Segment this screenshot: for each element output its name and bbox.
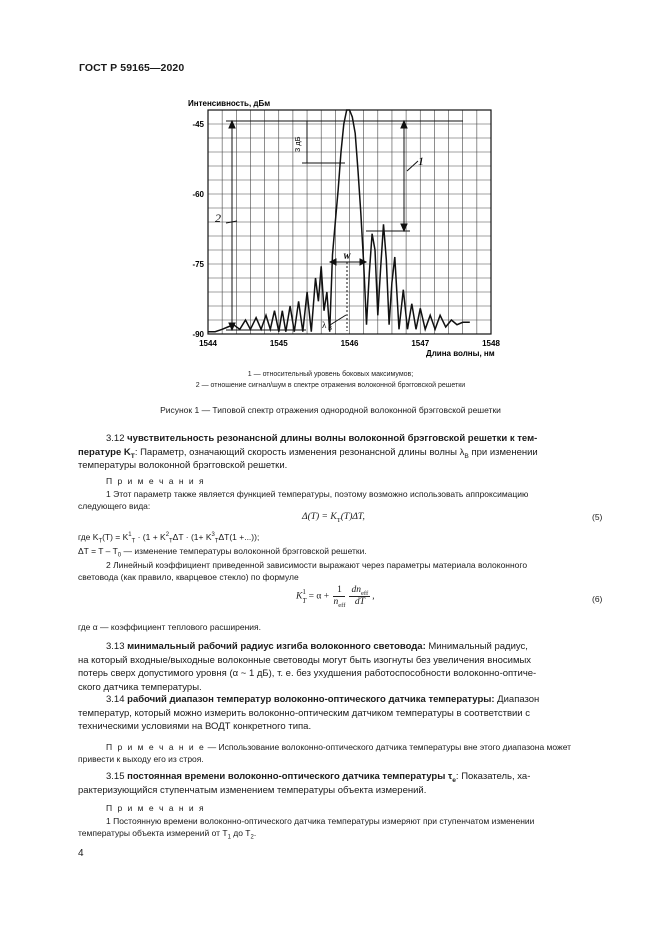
x-tick-label: 1546 bbox=[340, 339, 359, 348]
page-header: ГОСТ Р 59165—2020 bbox=[79, 62, 185, 74]
x-tick-label: 1545 bbox=[269, 339, 288, 348]
figure-legend-1: 1 — относительный уровень боковых максимумов; bbox=[247, 371, 414, 378]
section-3-12: 3.12 чувствительность резонансной длины волны волоконной брэгговской решетки к тем- пературе $K_T$: Параметр, означающий скорость изменения резонансной длины волны $\lambda_B$ при изменении температуры волоконной брэгговской решетки. bbox=[78, 433, 538, 471]
y-tick-label: -60 bbox=[192, 190, 204, 199]
chart-grid bbox=[208, 110, 491, 334]
note-3-14: П р и м е ч а н и е — Использование волоконно-оптического датчика температуры вне этого диапазона может привести к выходу его из строя. bbox=[78, 742, 572, 764]
where-alpha: где α — коэффициент теплового расширения. bbox=[78, 622, 262, 632]
y-tick-label: -75 bbox=[192, 260, 204, 269]
x-tick-label: 1544 bbox=[199, 339, 217, 348]
y-tick-label: -90 bbox=[192, 330, 204, 339]
annotation-w: W bbox=[343, 251, 351, 261]
section-3-13: 3.13 минимальный рабочий радиус изгиба волоконного световода: Минимальный радиус, на который входные/выходные волоконные световоды могут быть изогнуты без увеличения вносимых потерь сверх допустимого уровня (α ~ 1 дБ), т. е. без ухудшения работоспособности волоконно-оптиче- ского датчика температуры. bbox=[78, 641, 537, 693]
equation-5-number: (5) bbox=[592, 512, 603, 522]
notes-title-3-12: П р и м е ч а н и я bbox=[106, 476, 206, 486]
note-3-15-1: 1 Постоянную времени волоконно-оптического датчика температуры измеряют при ступенчатом изменении температуры объекта измерений от $T_1$ до $T_2$. bbox=[78, 816, 535, 841]
y-axis-label: Интенсивность, дБм bbox=[188, 99, 271, 108]
snr-arrow-top bbox=[229, 121, 235, 128]
x-axis-label: Длина волны, нм bbox=[426, 349, 495, 358]
notes-title-3-15: П р и м е ч а н и я bbox=[106, 803, 206, 813]
annotation-label-1: 1 bbox=[418, 154, 424, 168]
where-kt: где $K_T(T) = K^1_T \cdot (1 + K^2_T\Delta T \cdot (1+ K^3_T\Delta T(1$ +...)); bbox=[78, 532, 260, 545]
x-tick-label: 1547 bbox=[411, 339, 430, 348]
figure-caption: Рисунок 1 — Типовой спектр отражения однородной волоконной брэгговской решетки bbox=[160, 405, 501, 415]
page-number: 4 bbox=[78, 848, 84, 859]
annotation-lambda-sub: B bbox=[328, 326, 333, 332]
annotation-3db: 3 дБ bbox=[293, 136, 302, 152]
equation-6-number: (6) bbox=[592, 594, 603, 604]
equation-6: K 1 T = α + $\frac{1}{n_{eff}}$ $\frac{dn_{eff}}{dT}$ , bbox=[296, 585, 375, 609]
annotation-label-2: 2 bbox=[215, 211, 221, 225]
section-3-14: 3.14 рабочий диапазон температур волоконно-оптического датчика температуры: Диапазон температур, который можно измерить волоконно-оптическим датчиком температуры в соответствии с техническими условиями на ВОДТ конкретного типа. bbox=[78, 694, 540, 732]
figure-legend-2: 2 — отношение сигнал/шум в спектре отражения волоконной брэгговской решетки bbox=[195, 382, 466, 389]
note-3-12-1: 1 Этот параметр также является функцией температуры, поэтому возможно использовать аппроксимацию следующего вида: bbox=[78, 489, 529, 511]
spectrum-curve bbox=[208, 110, 470, 332]
y-tick-label: -45 bbox=[192, 120, 204, 129]
x-tick-label: 1548 bbox=[482, 339, 500, 348]
section-3-15: 3.15 постоянная времени волоконно-оптического датчика температуры $\tau_e$: Показатель, ха- рактеризующийся ступенчатым изменением температуры объекта измерений. bbox=[78, 771, 531, 796]
equation-5: $\Delta(T) = K_T(T)\Delta T$, bbox=[302, 512, 365, 524]
chart-annotations bbox=[226, 121, 463, 331]
spectrum-chart bbox=[0, 0, 661, 400]
note-3-12-2: 2 Линейный коэффициент приведенной зависимости выражают через параметры материала волоконного световода (как правило, кварцевое стекло) по формуле bbox=[78, 560, 528, 582]
annotation-lambda: λ bbox=[322, 320, 327, 330]
axis-tick-labels bbox=[192, 120, 500, 348]
delta-t-definition: $\Delta T = T - T_0$ — изменение температуры волоконной брэгговской решетки. bbox=[78, 546, 367, 559]
